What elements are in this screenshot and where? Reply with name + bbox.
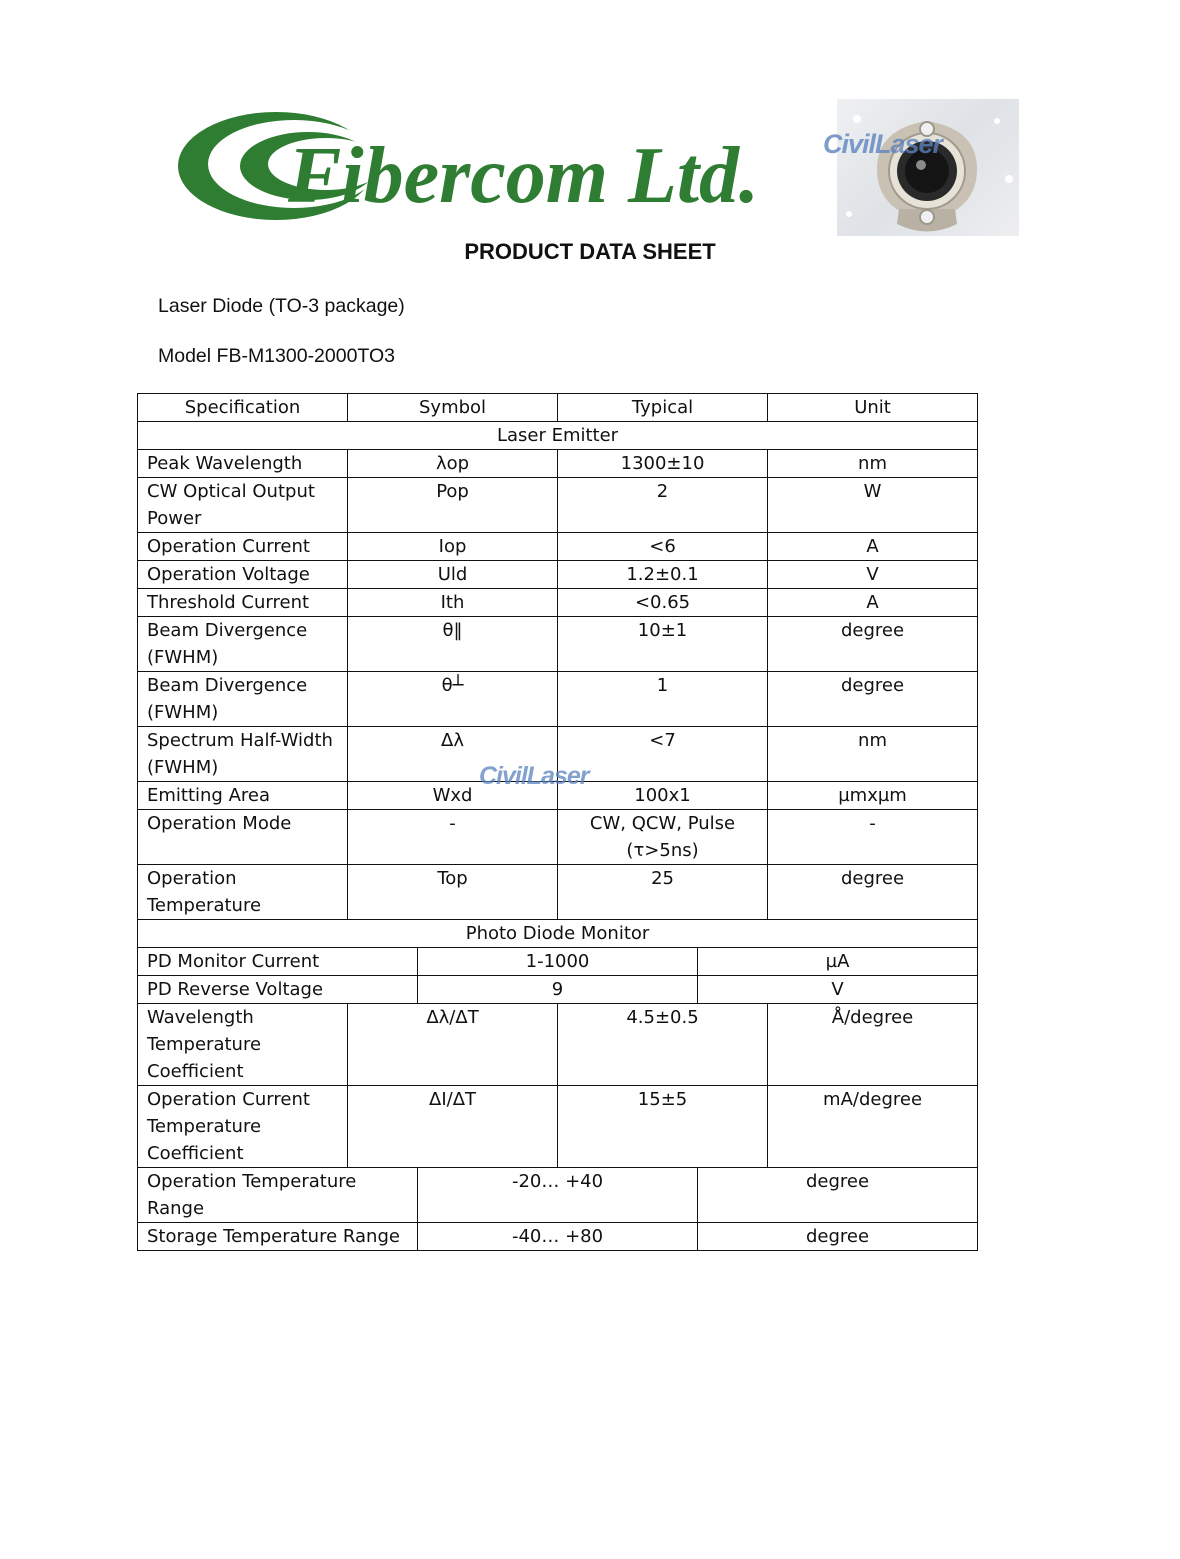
table-row xyxy=(138,1086,978,1168)
product-photo xyxy=(823,99,1019,236)
cell-spec: Operation Current xyxy=(138,533,348,561)
cell-spec: Operation Current Temperature Coefficient xyxy=(138,1086,348,1168)
cell-symbol: Uld xyxy=(348,561,558,589)
cell-symbol: θ‖ xyxy=(348,617,558,672)
cell-typical: CW, QCW, Pulse (τ>5ns) xyxy=(558,810,768,865)
cell-symbol: ΔI/ΔT xyxy=(348,1086,558,1168)
cell-spec: Operation Voltage xyxy=(138,561,348,589)
table-row xyxy=(138,450,978,478)
cell-symbol: Iop xyxy=(348,533,558,561)
cell-spec: PD Reverse Voltage xyxy=(138,976,418,1004)
cell-symbol: λop xyxy=(348,450,558,478)
cell-typical: 1 xyxy=(558,672,768,727)
cell-unit: W xyxy=(768,478,978,533)
cell-unit: degree xyxy=(698,1223,978,1251)
header-specification: Specification xyxy=(138,394,348,422)
cell-spec: Wavelength Temperature Coefficient xyxy=(138,1004,348,1086)
table-row xyxy=(138,1004,978,1086)
table-row xyxy=(138,561,978,589)
table-row xyxy=(138,948,978,976)
cell-unit: degree xyxy=(768,672,978,727)
cell-unit: degree xyxy=(698,1168,978,1223)
table-row xyxy=(138,810,978,865)
cell-unit: nm xyxy=(768,727,978,782)
cell-typical: 9 xyxy=(418,976,698,1004)
cell-spec: CW Optical Output Power xyxy=(138,478,348,533)
header-unit: Unit xyxy=(768,394,978,422)
cell-spec: Operation Temperature xyxy=(138,865,348,920)
cell-typical: 2 xyxy=(558,478,768,533)
section-laser-emitter: Laser Emitter xyxy=(138,422,978,450)
cell-symbol: θ┴ xyxy=(348,672,558,727)
cell-typical: -20… +40 xyxy=(418,1168,698,1223)
cell-unit: V xyxy=(698,976,978,1004)
cell-typical: 15±5 xyxy=(558,1086,768,1168)
cell-unit: µA xyxy=(698,948,978,976)
cell-symbol: - xyxy=(348,810,558,865)
cell-symbol: Wxd xyxy=(348,782,558,810)
cell-unit: A xyxy=(768,533,978,561)
section-row xyxy=(138,920,978,948)
table-row xyxy=(138,1168,978,1223)
table-row xyxy=(138,865,978,920)
cell-unit: mA/degree xyxy=(768,1086,978,1168)
cell-unit: nm xyxy=(768,450,978,478)
table-row xyxy=(138,976,978,1004)
cell-unit: A xyxy=(768,589,978,617)
model-line: Model FB-M1300-2000TO3 xyxy=(158,345,396,367)
header-typical: Typical xyxy=(558,394,768,422)
cell-symbol: Δλ/ΔT xyxy=(348,1004,558,1086)
cell-symbol: Top xyxy=(348,865,558,920)
cell-spec: Beam Divergence (FWHM) xyxy=(138,617,348,672)
cell-typical: 4.5±0.5 xyxy=(558,1004,768,1086)
table-row xyxy=(138,672,978,727)
cell-unit: µmxµm xyxy=(768,782,978,810)
table-row xyxy=(138,533,978,561)
header-symbol: Symbol xyxy=(348,394,558,422)
spec-table xyxy=(137,393,978,1251)
watermark: CivilLaser xyxy=(479,762,589,790)
cell-unit: degree xyxy=(768,617,978,672)
company-logo-text: Fibercom Ltd. xyxy=(288,132,760,220)
cell-typical: 100x1 xyxy=(558,782,768,810)
cell-unit: degree xyxy=(768,865,978,920)
cell-spec: Operation Mode xyxy=(138,810,348,865)
company-logo xyxy=(176,108,786,228)
cell-typical: 1.2±0.1 xyxy=(558,561,768,589)
cell-typical: <7 xyxy=(558,727,768,782)
cell-spec: Spectrum Half-Width (FWHM) xyxy=(138,727,348,782)
table-row xyxy=(138,1223,978,1251)
cell-spec: PD Monitor Current xyxy=(138,948,418,976)
cell-spec: Operation Temperature Range xyxy=(138,1168,418,1223)
cell-unit: V xyxy=(768,561,978,589)
cell-typical: 10±1 xyxy=(558,617,768,672)
section-photo-diode-monitor: Photo Diode Monitor xyxy=(138,920,978,948)
section-row xyxy=(138,422,978,450)
table-header-row xyxy=(138,394,978,422)
table-row xyxy=(138,478,978,533)
table-row xyxy=(138,617,978,672)
cell-symbol: Pop xyxy=(348,478,558,533)
cell-typical: -40… +80 xyxy=(418,1223,698,1251)
cell-spec: Threshold Current xyxy=(138,589,348,617)
page-title: PRODUCT DATA SHEET xyxy=(464,239,716,264)
cell-symbol: Δλ xyxy=(348,727,558,782)
photo-watermark: CivilLaser xyxy=(823,129,943,159)
cell-unit: Å/degree xyxy=(768,1004,978,1086)
cell-typical: 1-1000 xyxy=(418,948,698,976)
cell-typical: <0.65 xyxy=(558,589,768,617)
cell-spec: Storage Temperature Range xyxy=(138,1223,418,1251)
cell-spec: Beam Divergence (FWHM) xyxy=(138,672,348,727)
cell-typical: <6 xyxy=(558,533,768,561)
cell-spec: Emitting Area xyxy=(138,782,348,810)
cell-spec: Peak Wavelength xyxy=(138,450,348,478)
table-row xyxy=(138,589,978,617)
cell-unit: - xyxy=(768,810,978,865)
cell-symbol: Ith xyxy=(348,589,558,617)
product-line: Laser Diode (TO-3 package) xyxy=(158,295,405,317)
cell-typical: 25 xyxy=(558,865,768,920)
cell-typical: 1300±10 xyxy=(558,450,768,478)
